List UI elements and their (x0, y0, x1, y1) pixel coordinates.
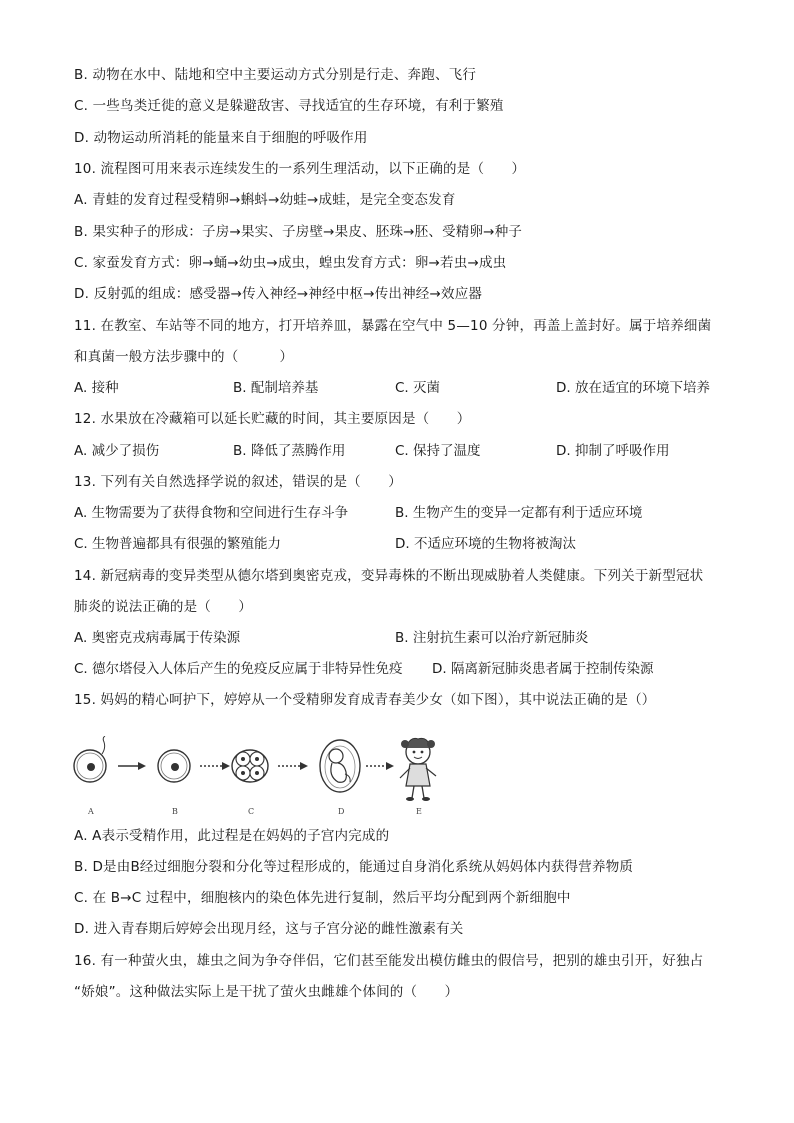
q16-stem-line1: 16. 有一种萤火虫，雄虫之间为争夺伴侣，它们甚至能发出模仿雌虫的假信号，把别的雄虫引开，好独占 (74, 953, 704, 969)
q16-stem-line2: “娇娘”。这种做法实际上是干扰了萤火虫雌雄个体间的（ ） (74, 984, 459, 1000)
q11-option-b: B. 配制培养基 (233, 380, 319, 396)
girl-figure (400, 738, 436, 801)
arrow-dotted-icon (200, 762, 230, 770)
q12-option-c: C. 保持了温度 (395, 443, 481, 459)
q11-option-c: C. 灭菌 (395, 380, 441, 396)
q12-option-a: A. 减少了损伤 (74, 443, 160, 459)
q10-option-c: C. 家蚕发育方式：卵→蛹→幼虫→成虫，蝗虫发育方式：卵→若虫→成虫 (74, 255, 507, 271)
q11-stem-line1: 11. 在教室、车站等不同的地方，打开培养皿，暴露在空气中 5—10 分钟，再盖上盖封好。属于培养细菌 (74, 318, 712, 334)
figure-label-e: E (416, 807, 422, 816)
four-cell-stage (232, 750, 268, 782)
zygote-stage (158, 750, 190, 782)
q11-option-d: D. 放在适宜的环境下培养 (556, 380, 710, 396)
q15-option-a: A. A表示受精作用，此过程是在妈妈的子宫内完成的 (74, 828, 390, 844)
figure-label-d: D (338, 807, 345, 816)
q15-option-c: C. 在 B→C 过程中，细胞核内的染色体先进行复制，然后平均分配到两个新细胞中 (74, 890, 571, 906)
q9-option-b: B. 动物在水中、陆地和空中主要运动方式分别是行走、奔跑、飞行 (74, 67, 477, 83)
q13-option-d: D. 不适应环境的生物将被淘汰 (395, 536, 576, 552)
q15-option-d: D. 进入青春期后婷婷会出现月经，这与子宫分泌的雌性激素有关 (74, 921, 464, 937)
figure-label-a: A (88, 807, 94, 816)
q13-option-a: A. 生物需要为了获得食物和空间进行生存斗争 (74, 505, 349, 521)
q14-option-c: C. 德尔塔侵入人体后产生的免疫反应属于非特异性免疫 (74, 661, 403, 677)
figure-label-c: C (248, 807, 255, 816)
q14-stem-line2: 肺炎的说法正确的是（ ） (74, 599, 253, 615)
q12-option-d: D. 抑制了呼吸作用 (556, 443, 670, 459)
q13-stem: 13. 下列有关自然选择学说的叙述，错误的是（ ） (74, 474, 402, 490)
fetus-stage (320, 740, 360, 792)
q12-option-b: B. 降低了蒸腾作用 (233, 443, 346, 459)
q10-stem: 10. 流程图可用来表示连续发生的一系列生理活动，以下正确的是（ ） (74, 161, 526, 177)
q15-stem: 15. 妈妈的精心呵护下，婷婷从一个受精卵发育成青春美少女（如下图），其中说法正确的是（） (74, 692, 656, 708)
q13-option-c: C. 生物普遍都具有很强的繁殖能力 (74, 536, 282, 552)
arrow-solid-icon (118, 762, 146, 770)
q10-option-d: D. 反射弧的组成：感受器→传入神经→神经中枢→传出神经→效应器 (74, 286, 483, 302)
arrow-dotted-icon (278, 762, 308, 770)
q12-stem: 12. 水果放在冷藏箱可以延长贮藏的时间，其主要原因是（ ） (74, 411, 471, 427)
arrow-dotted-icon (366, 762, 394, 770)
fertilized-egg-stage (74, 736, 106, 782)
q13-option-b: B. 生物产生的变异一定都有利于适应环境 (395, 505, 643, 521)
q14-option-d: D. 隔离新冠肺炎患者属于控制传染源 (432, 661, 654, 677)
q15-option-b: B. D是由B经过细胞分裂和分化等过程形成的，能通过自身消化系统从妈妈体内获得营养物质 (74, 859, 634, 875)
q14-option-a: A. 奥密克戎病毒属于传染源 (74, 630, 241, 646)
figure-label-b: B (172, 807, 178, 816)
q11-stem-line2: 和真菌一般方法步骤中的（ ） (74, 349, 294, 365)
development-figure (66, 736, 446, 816)
q10-option-b: B. 果实种子的形成：子房→果实、子房壁→果皮、胚珠→胚、受精卵→种子 (74, 224, 523, 240)
q11-option-a: A. 接种 (74, 380, 119, 396)
q14-stem-line1: 14. 新冠病毒的变异类型从德尔塔到奥密克戎，变异毒株的不断出现威胁着人类健康。下列关于新型冠状 (74, 568, 704, 584)
q9-option-c: C. 一些鸟类迁徙的意义是躲避敌害、寻找适宜的生存环境，有利于繁殖 (74, 98, 504, 114)
q9-option-d: D. 动物运动所消耗的能量来自于细胞的呼吸作用 (74, 130, 368, 146)
q14-option-b: B. 注射抗生素可以治疗新冠肺炎 (395, 630, 589, 646)
q10-option-a: A. 青蛙的发育过程受精卵→蝌蚪→幼蛙→成蛙，是完全变态发育 (74, 192, 456, 208)
